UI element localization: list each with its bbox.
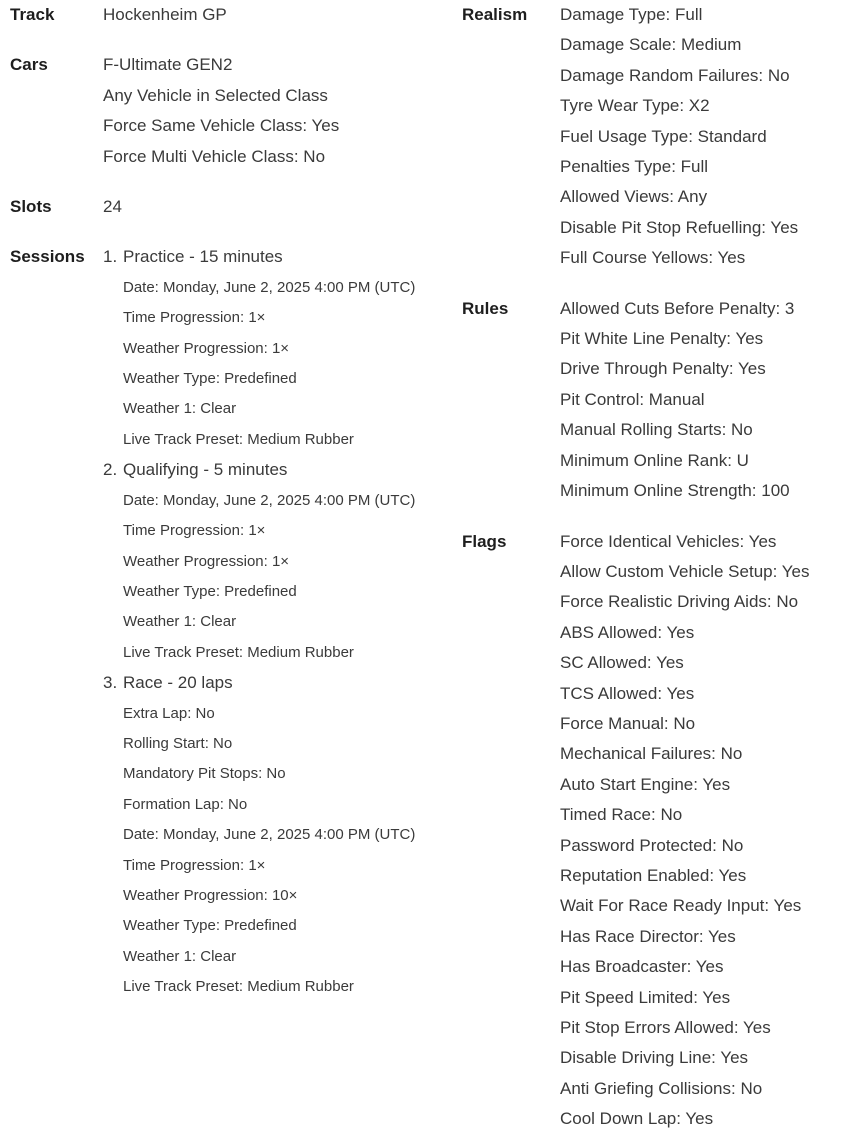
realism-item: Penalties Type: Full [560, 157, 709, 177]
rules-item: Allowed Cuts Before Penalty: 3 [560, 298, 795, 318]
flag-item: Force Realistic Driving Aids: No [560, 592, 799, 612]
car-item: Any Vehicle in Selected Class [103, 85, 328, 105]
left-column [10, 0, 450, 1003]
rules-item: Minimum Online Rank: U [560, 450, 749, 470]
sessions-row [10, 242, 450, 1002]
session-detail: Extra Lap: No [123, 704, 215, 722]
cars-label: Cars [10, 55, 48, 75]
session-detail: Weather Type: Predefined [123, 370, 297, 388]
flag-item: Allow Custom Vehicle Setup: Yes [560, 561, 810, 581]
session-detail: Weather Progression: 1× [123, 339, 290, 357]
slots-label: Slots [10, 197, 52, 217]
session-title: Practice - 15 minutes [123, 247, 283, 267]
rules-item: Pit White Line Penalty: Yes [560, 329, 764, 349]
session-detail: Weather Type: Predefined [123, 582, 297, 600]
flag-item: Wait For Race Ready Input: Yes [560, 896, 802, 916]
flag-item: Reputation Enabled: Yes [560, 865, 747, 885]
realism-item: Damage Scale: Medium [560, 35, 742, 55]
flag-item: Pit Stop Errors Allowed: Yes [560, 1018, 771, 1037]
realism-item: Tyre Wear Type: X2 [560, 96, 710, 116]
realism-item: Full Course Yellows: Yes [560, 248, 746, 268]
flag-item: Force Identical Vehicles: Yes [560, 531, 777, 551]
sessions-label: Sessions [10, 247, 85, 267]
session-detail: Live Track Preset: Medium Rubber [123, 643, 354, 661]
flag-item: Anti Griefing Collisions: No [560, 1078, 763, 1098]
flags-label: Flags [462, 531, 507, 551]
session-detail: Rolling Start: No [123, 734, 233, 752]
session-detail: Date: Monday, June 2, 2025 4:00 PM (UTC) [123, 278, 416, 296]
rules-item: Drive Through Penalty: Yes [560, 359, 766, 379]
session-detail: Live Track Preset: Medium Rubber [123, 978, 354, 996]
flag-item: Mechanical Failures: No [560, 744, 743, 764]
flag-item: TCS Allowed: Yes [560, 683, 695, 703]
cars-row [10, 50, 450, 172]
session-detail: Time Progression: 1× [123, 309, 266, 327]
track-label: Track [10, 5, 55, 24]
session-title: Qualifying - 5 minutes [123, 460, 288, 480]
realism-item: Damage Random Failures: No [560, 65, 790, 85]
slots-row [10, 192, 450, 222]
realism-item: Allowed Views: Any [560, 187, 708, 207]
rules-item: Manual Rolling Starts: No [560, 420, 753, 440]
car-item: Force Same Vehicle Class: Yes [103, 116, 340, 136]
flag-item: Force Manual: No [560, 713, 696, 733]
flag-item: Pit Speed Limited: Yes [560, 987, 731, 1007]
realism-item: Disable Pit Stop Refuelling: Yes [560, 217, 799, 237]
realism-row [462, 0, 853, 274]
session-detail: Weather 1: Clear [123, 400, 237, 418]
session-number: 1. [103, 247, 118, 267]
session-detail: Date: Monday, June 2, 2025 4:00 PM (UTC) [123, 826, 416, 844]
session-detail: Formation Lap: No [123, 795, 248, 813]
session-number: 2. [103, 460, 118, 480]
session-detail: Weather 1: Clear [123, 947, 237, 965]
flags-values [560, 527, 853, 1135]
session-heading [103, 668, 450, 698]
flag-item: SC Allowed: Yes [560, 653, 684, 673]
session-detail: Time Progression: 1× [123, 856, 266, 874]
flags-row [462, 527, 853, 1135]
realism-values [560, 0, 853, 274]
rules-item: Minimum Online Strength: 100 [560, 481, 790, 501]
flag-item: ABS Allowed: Yes [560, 622, 695, 642]
flag-item: Has Broadcaster: Yes [560, 957, 724, 977]
session-title: Race - 20 laps [123, 673, 233, 693]
car-item: F-Ultimate GEN2 [103, 55, 233, 75]
session-detail: Live Track Preset: Medium Rubber [123, 430, 354, 448]
session-heading [103, 242, 450, 272]
session-detail: Date: Monday, June 2, 2025 4:00 PM (UTC) [123, 491, 416, 509]
flag-item: Cool Down Lap: Yes [560, 1109, 714, 1129]
realism-item: Damage Type: Full [560, 5, 703, 24]
session-number: 3. [103, 673, 118, 693]
track-row [10, 0, 450, 30]
flag-item: Timed Race: No [560, 805, 683, 825]
session-detail: Mandatory Pit Stops: No [123, 765, 286, 783]
session-heading [103, 455, 450, 485]
cars-values [103, 50, 450, 172]
session-detail: Weather Progression: 10× [123, 886, 298, 904]
realism-item: Fuel Usage Type: Standard [560, 126, 767, 146]
slots-value: 24 [103, 197, 122, 217]
realism-label: Realism [462, 5, 528, 24]
session-detail: Time Progression: 1× [123, 522, 266, 540]
session-detail: Weather Type: Predefined [123, 917, 297, 935]
track-value: Hockenheim GP [103, 5, 227, 24]
rules-label: Rules [462, 298, 509, 318]
rules-item: Pit Control: Manual [560, 389, 705, 409]
session-detail: Weather 1: Clear [123, 613, 237, 631]
flag-item: Password Protected: No [560, 835, 744, 855]
flag-item: Auto Start Engine: Yes [560, 774, 731, 794]
rules-row [462, 294, 853, 507]
sessions-list [103, 242, 450, 1002]
rules-values [560, 294, 853, 507]
car-item: Force Multi Vehicle Class: No [103, 146, 326, 166]
flag-item: Has Race Director: Yes [560, 926, 736, 946]
right-column [462, 0, 853, 1135]
flag-item: Disable Driving Line: Yes [560, 1048, 749, 1068]
session-detail: Weather Progression: 1× [123, 552, 290, 570]
